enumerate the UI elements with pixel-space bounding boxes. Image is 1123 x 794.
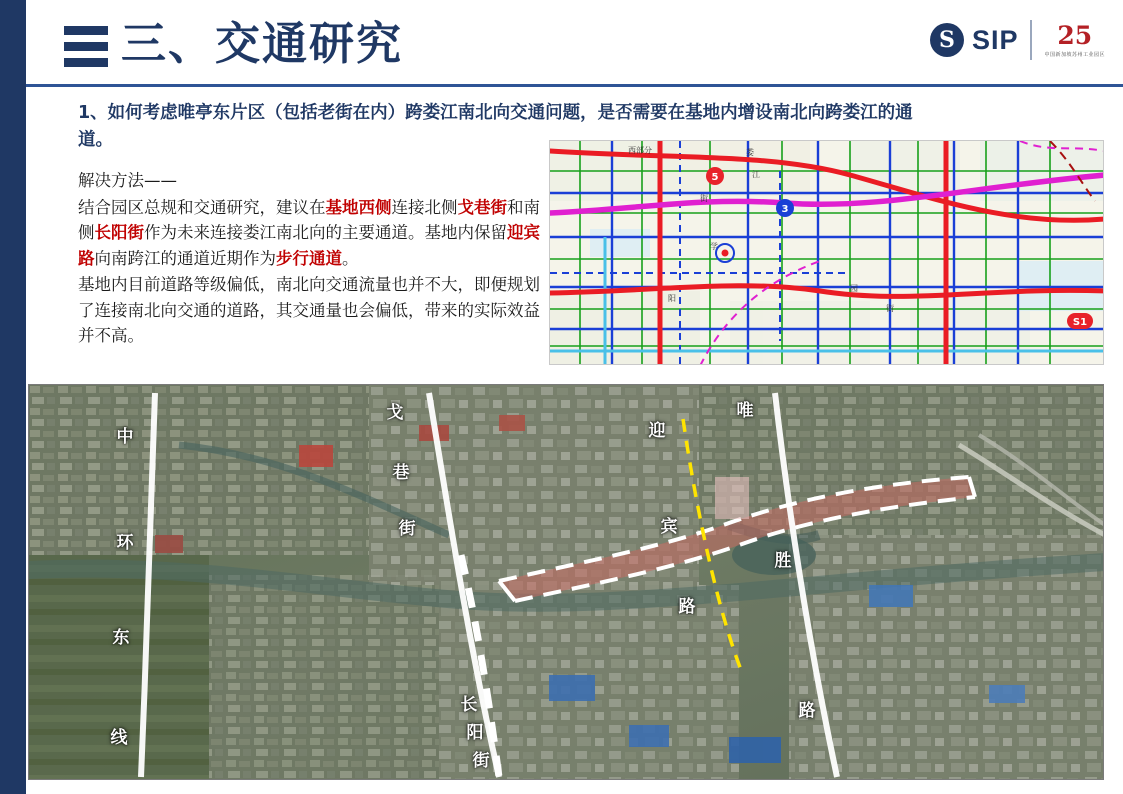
satellite-photo-svg	[29, 385, 1104, 780]
svg-text:街: 街	[700, 194, 708, 203]
body-text	[78, 168, 543, 349]
road-label-yingbinlu-3: 路	[678, 597, 696, 617]
left-accent-bar	[0, 0, 26, 794]
planning-map-inset	[549, 140, 1104, 365]
svg-text:西部分: 西部分	[628, 146, 652, 155]
satellite-photo	[28, 384, 1104, 780]
body-lead: 解决方法——	[78, 171, 177, 190]
p1-b: 连接北侧	[391, 197, 458, 217]
road-label-yingbinlu: 迎	[648, 421, 666, 441]
svg-text:江: 江	[752, 170, 760, 179]
logo-divider	[1030, 20, 1032, 60]
p1-f: 。	[342, 249, 359, 269]
anniversary-number: 25	[1057, 20, 1093, 50]
road-label-weishenglu-3: 路	[798, 701, 816, 721]
p1-highlight-2: 戈巷街	[457, 197, 507, 217]
p1-d: 作为未来连接娄江南北向的主要通道。基地内保留	[144, 223, 507, 243]
svg-text:5: 5	[711, 172, 719, 183]
road-label-zhonghuan-donxian-4: 线	[110, 728, 128, 748]
svg-text:3: 3	[781, 204, 789, 215]
road-label-weishenglu-2: 胜	[774, 551, 792, 571]
svg-text:阳: 阳	[668, 294, 676, 303]
p1-a: 结合园区总规和交通研究，建议在	[78, 197, 326, 217]
road-label-weishenglu: 唯	[736, 401, 754, 421]
body-paragraph-2: 基地内目前道路等级偏低，南北向交通流量也并不大，即便规划了连接南北向交通的道路，其交通量也会偏低，带来的实际效益并不高。	[78, 274, 540, 346]
sip-logo-text: SIP	[971, 24, 1019, 55]
body-paragraph-1	[78, 195, 543, 272]
svg-text:娄: 娄	[746, 148, 754, 157]
road-label-changyangjie-2: 阳	[466, 723, 484, 743]
p1-highlight-1: 基地西侧	[325, 197, 392, 217]
sip-logo	[930, 14, 1105, 66]
planning-map-svg	[550, 141, 1104, 365]
svg-text:学: 学	[710, 242, 718, 251]
p1-highlight-3: 长阳街	[94, 223, 144, 243]
svg-text:街: 街	[886, 304, 894, 313]
road-label-zhonghuan-donxian-3: 东	[112, 628, 130, 648]
road-label-changyangjie-3: 街	[472, 751, 490, 771]
road-label-zhonghuan-donxian: 中	[116, 427, 134, 447]
svg-text:S1: S1	[1072, 317, 1088, 328]
p1-e: 向南跨江的通道近期作为	[94, 249, 276, 269]
road-label-gexiangjie: 戈	[386, 403, 404, 423]
p1-highlight-4: 迎宾路	[78, 223, 540, 269]
road-label-changyangjie: 长	[460, 695, 478, 715]
anniversary-subtitle: 中国新加坡苏州工业园区	[1044, 51, 1105, 58]
road-label-gexiangjie-2: 巷	[392, 463, 410, 483]
road-label-zhonghuan-donxian-2: 环	[116, 533, 134, 553]
road-label-yingbinlu-2: 宾	[660, 517, 678, 537]
p1-highlight-5: 步行通道	[276, 249, 342, 269]
slide-header	[26, 0, 1123, 86]
svg-text:园: 园	[850, 284, 858, 293]
p1-c: 和南侧	[78, 197, 540, 243]
header-rule	[26, 84, 1123, 87]
sip-logo-badge-icon: S	[930, 23, 964, 57]
anniversary-logo	[1044, 20, 1105, 58]
road-label-gexiangjie-3: 街	[398, 519, 416, 539]
question-heading: 1、如何考虑唯亭东片区（包括老街在内）跨娄江南北向交通问题，是否需要在基地内增设南北向跨娄江的通道。	[78, 103, 913, 151]
page-title: 三、交通研究	[121, 17, 404, 70]
title-marker-icon	[64, 18, 108, 66]
